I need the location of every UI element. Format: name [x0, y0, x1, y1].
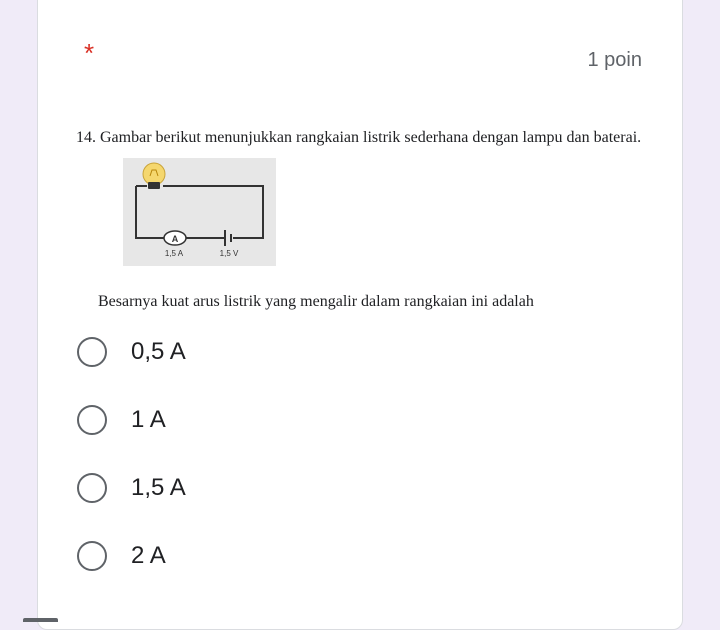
ammeter-symbol: A: [171, 234, 179, 244]
points-label: 1 poin: [587, 49, 642, 71]
option-label: 1,5 A: [131, 474, 186, 501]
battery-icon: [225, 230, 231, 246]
circuit-figure: [123, 158, 276, 266]
radio-button[interactable]: [77, 541, 107, 571]
radio-button[interactable]: [77, 337, 107, 367]
option-label: 0,5 A: [131, 338, 186, 365]
option-2-a[interactable]: [77, 538, 166, 574]
option-label: 2 A: [131, 542, 166, 569]
option-1-a[interactable]: [77, 402, 166, 438]
circuit-diagram: [123, 158, 276, 266]
question-card: [37, 0, 683, 630]
radio-button[interactable]: [77, 405, 107, 435]
option-1-5-a[interactable]: [77, 470, 186, 506]
option-0-5-a[interactable]: [77, 334, 186, 370]
bottom-edge-marker: [23, 618, 58, 622]
ammeter-reading: 1,5 A: [164, 249, 184, 258]
ammeter-icon: [164, 231, 186, 245]
question-text: 14. Gambar berikut menunjukkan rangkaian listrik sederhana dengan lampu dan baterai.: [76, 129, 642, 146]
radio-button[interactable]: [77, 473, 107, 503]
wire-right: [163, 186, 263, 238]
required-asterisk: *: [84, 38, 95, 68]
question-subtext: Besarnya kuat arus listrik yang mengalir dalam rangkaian ini adalah: [98, 293, 534, 310]
wire-left: [136, 186, 164, 238]
battery-reading: 1,5 V: [219, 249, 239, 258]
option-label: 1 A: [131, 406, 166, 433]
